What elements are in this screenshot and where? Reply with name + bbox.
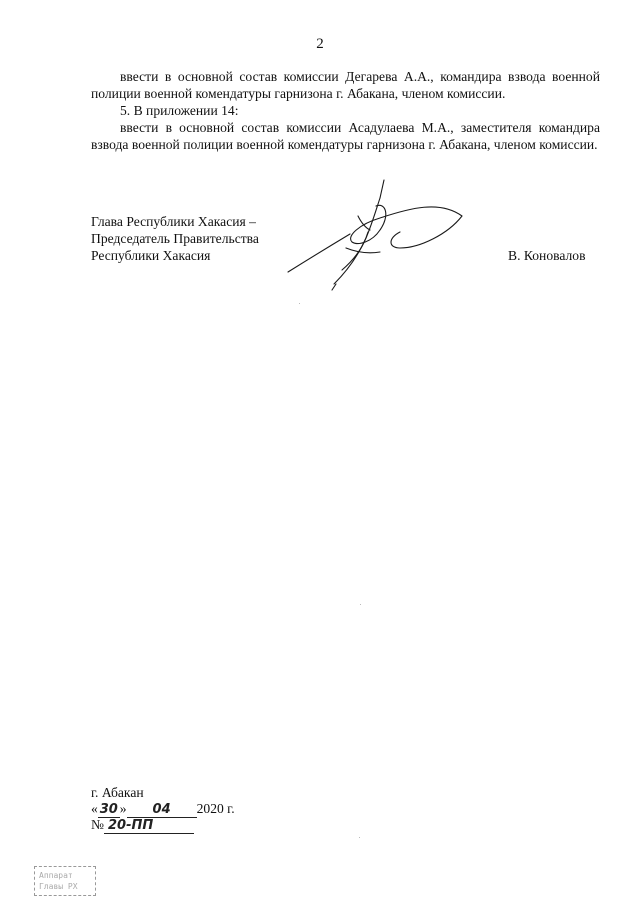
date-open-quote: «	[91, 801, 98, 816]
page-number: 2	[316, 36, 324, 52]
scan-speck	[359, 837, 360, 838]
stamp-line: Главы РХ	[39, 882, 78, 891]
signatory-name: В. Коновалов	[508, 248, 586, 263]
number-prefix: №	[91, 817, 104, 832]
handwritten-signature	[280, 172, 480, 302]
date-day: 30	[99, 802, 118, 817]
issue-date	[91, 801, 235, 818]
scan-speck	[299, 303, 300, 304]
signatory-title-line: Глава Республики Хакасия –	[91, 214, 256, 229]
signatory-title-line: Председатель Правительства	[91, 231, 259, 246]
document-number	[91, 817, 194, 834]
signatory-title	[91, 213, 259, 264]
issue-city: г. Абакан	[91, 785, 144, 800]
registration-stamp	[34, 866, 96, 896]
date-month: 04	[127, 803, 197, 818]
signatory-title-line: Республики Хакасия	[91, 248, 211, 263]
paragraph-asadulaev: ввести в основной состав комиссии Асадулаева М.А., заместителя командира взвода военной полиции военной комендатуры гарнизона г. Абакана, членом комиссии.	[91, 120, 600, 152]
paragraph-degarev: ввести в основной состав комиссии Дегарева А.А., командира взвода военной полиции военной комендатуры гарнизона г. Абакана, членом комиссии.	[91, 69, 600, 101]
paragraph-appendix-14: 5. В приложении 14:	[120, 103, 239, 118]
number-value: 20-ПП	[104, 819, 194, 834]
date-close-quote: »	[119, 801, 127, 816]
scan-speck	[360, 604, 361, 605]
date-year: 2020 г.	[196, 801, 235, 816]
stamp-line: Аппарат	[39, 871, 73, 880]
